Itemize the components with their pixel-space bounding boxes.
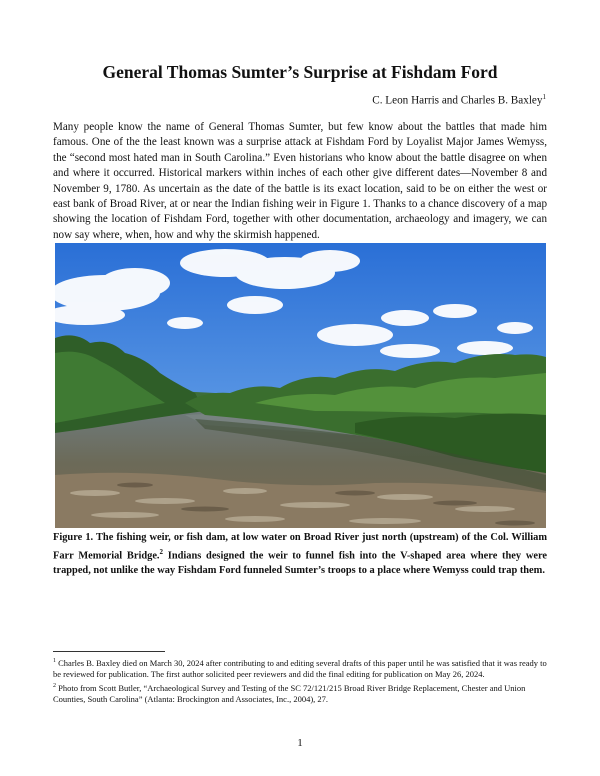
footnote-1 [53,656,549,681]
author-footnote-mark: 1 [542,93,546,101]
caption-text-after: Indians designed the weir to funnel fish into the V-shaped area where they were trapped, not unlike the way Fishdam Ford funneled Sumter’s troops to a place where Wemyss could trap them. [53,550,547,576]
paper-title: General Thomas Sumter’s Surprise at Fishdam Ford [102,62,498,82]
author-line [372,93,546,107]
caption-footnote-mark: 2 [159,548,164,557]
footnote-2 [53,681,549,706]
figure-1-photo [55,243,546,528]
footnotes [53,656,549,706]
page-number: 1 [297,737,303,749]
intro-paragraph: Many people know the name of General Thomas Sumter, but few know about the battles that made him famous. One of the the least known was a surprise attack at Fishdam Ford by Loyalist Major James Wemyss, the “second most hated man in South Carolina.” Even historians who know about the battle disagree on when and where it occurred. Historical markers within inches of each other give different dates—November 8 and November 9, 1780. As uncertain as the date of the battle is its exact location, said to be on either the west or east bank of Broad River, at or near the Indian fishing weir in Figure 1. Thanks to a chance discovery of a map showing the location of Fishdam Ford, together with other documentation, archaeology and imagery, we can now say where, when, how and why the skirmish happened. [53,121,547,241]
footnote-2-mark: 2 [53,682,56,689]
footnote-1-mark: 1 [53,658,56,664]
author-names: C. Leon Harris and Charles B. Baxley [372,94,543,107]
figure-1-caption [53,531,547,578]
footnote-2-text: Photo from Scott Butler, “Archaeological Survey and Testing of the SC 72/121/215 Broad River Bridge Replacement, Chester and Union Counties, South Carolina” (Atlanta: Brockington and Associates, Inc., 2004), 27. [53,682,526,705]
footnote-separator [53,651,165,652]
footnote-1-text: Charles B. Baxley died on March 30, 2024 after contributing to and editing several drafts of this paper until he was satisfied that it was ready to be reviewed for publication. The first author solicited peer reviewers and did the final editing for publication on May 26, 2024. [53,657,547,680]
caption-text-before: Figure 1. The fishing weir, or fish dam, at low water on Broad River just north (upstream) of the Col. William Farr Memorial Bridge. [53,532,547,562]
